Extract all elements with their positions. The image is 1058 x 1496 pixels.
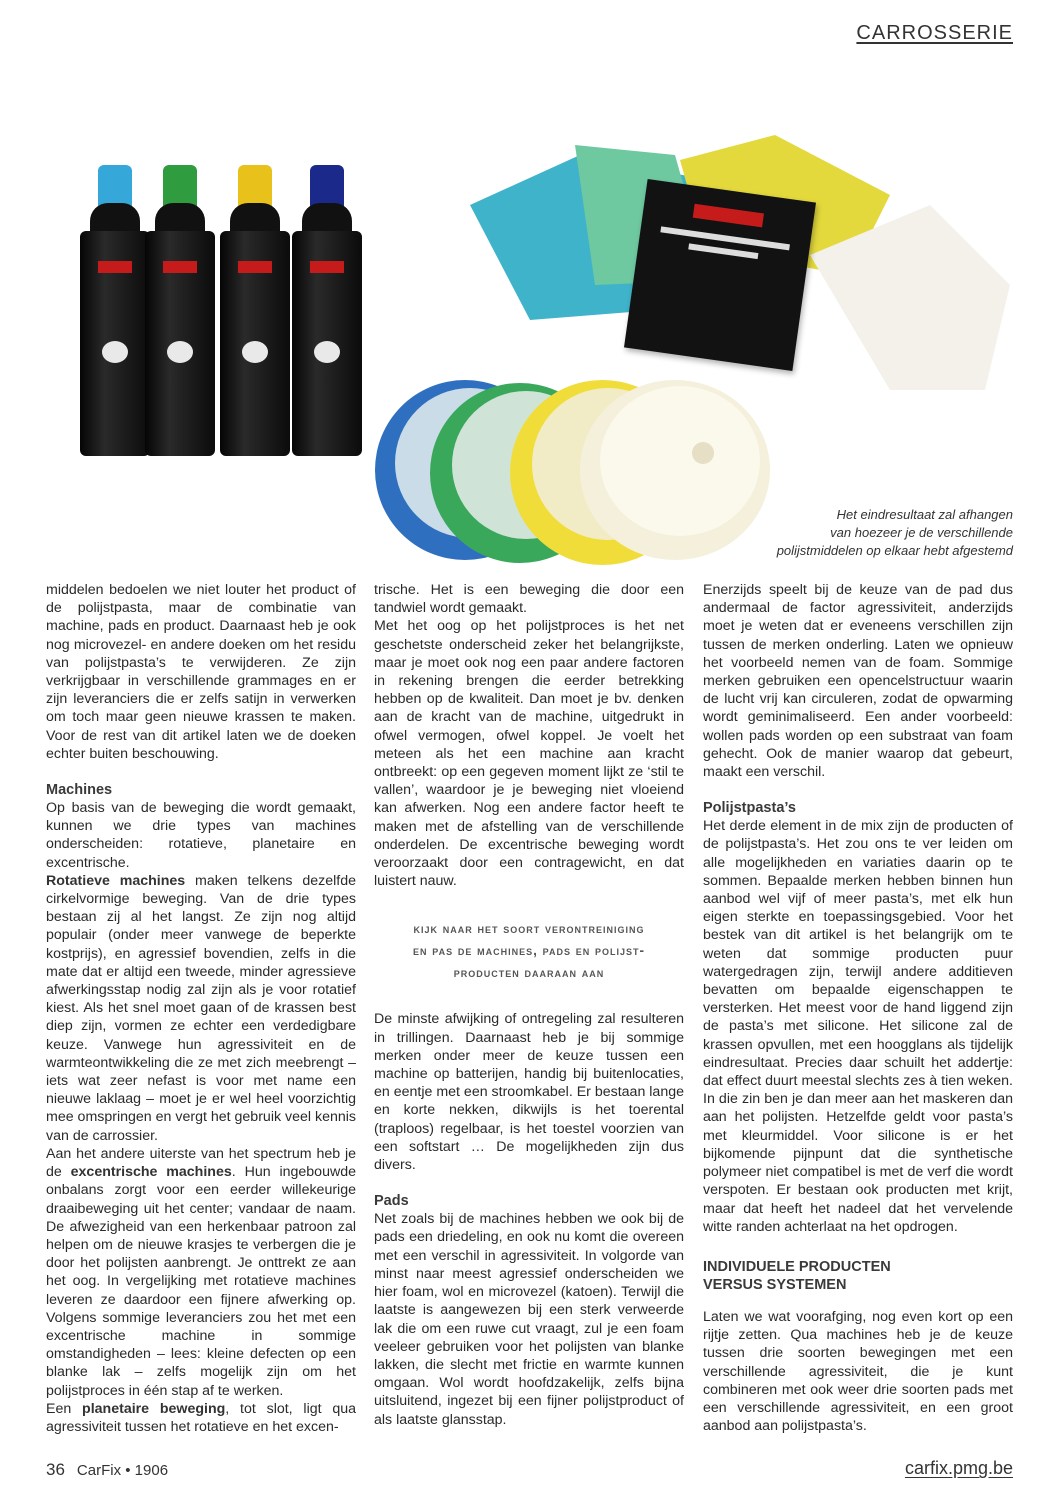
pull-quote-line: en pas de machines, pads en polijst-	[413, 943, 645, 959]
text-column-2	[374, 581, 684, 1429]
paragraph-text: . Hun ingebouwde onbalans zorgt voor een eerder willekeurige draaibeweging uit het center; vandaar de naam. De afwezigheid van een herkenbaar patroon zal helpen om de nieuwe krasjes te verbergen die je door het polijsten aanbrengt. Je onttrekt ze aan het oog. In vergelijking met rotatieve machines leveren ze daardoor een fijnere afwerking op. Volgens sommige leveranciers zou het met een excentrische machine in sommige omstandigheden – lees: kleine defecten op een blanke lak – zelfs mogelijk zijn om het polijstproces in één stap af te werken.	[46, 1164, 356, 1399]
pull-quote-line: producten daaraan aan	[453, 965, 605, 981]
page-number: 36	[46, 1460, 65, 1479]
foam-pad-white	[580, 380, 770, 560]
polish-bottle-coarse	[80, 165, 150, 455]
paragraph: Enerzijds speelt bij de keuze van de pad dus andermaal de factor agressiviteit, anderzijds moet je weten dat er eveneens verschillen zijn tussen de merken onderling. Laten we opnieuw het voorbeeld nemen van de foam. Sommige merken gebruiken een opencelstructuur waarin de lucht vrij kan circuleren, zodat de opwarming wordt geminimaliseerd. Een ander voorbeeld: wollen pads worden op een substraat van foam gehecht. Ook de manier waarop dat gebeurt, maakt een verschil.	[703, 582, 1013, 781]
microfiber-cloth-packaging	[624, 179, 816, 371]
polish-bottle-ultra-fine	[292, 165, 362, 455]
magazine-issue: CarFix • 1906	[76, 1462, 169, 1479]
paragraph: Laten we wat voorafging, nog even kort op een rijtje zetten. Qua machines heb je de keuze tussen drie soorten bewegingen met een verschillende agressiviteit, die je kunt combineren met ook weer drie soorten pads met een verschillende agressiviteit, en een groot aanbod aan polijstpasta’s.	[703, 1308, 1013, 1435]
photo-caption	[753, 506, 1013, 560]
polish-bottle-fine	[220, 165, 290, 455]
pull-quote	[374, 918, 684, 984]
paragraph: middelen bedoelen we niet louter het product of de polijstpasta, maar de combinatie van machine, pads en product. Daarnaast heb je ook nog microvezel- en andere doeken om het residu van polijstpasta’s te verwijderen. Ze zijn verkrijgbaar in verschillende grammages en er zijn leveranciers die er zelfs satijn in verwerken om toch maar geen nieuwe krassen te maken. Voor de rest van dit artikel laten we de doeken echter buiten beschouwing.	[46, 582, 356, 762]
polish-bottle-medium	[145, 165, 215, 455]
term-rotatieve: Rotatieve machines	[46, 872, 186, 889]
paragraph: Met het oog op het polijstproces is het net geschetste onderscheid zeker het belangrijkste, maar je moet ook nog een paar andere factoren in rekening brengen die eerder betrekking hebben op de kwaliteit. Dan moet je bv. denken aan de kracht van de machine, uitgedrukt in ofwel vermogen, ofwel koppel. Je voelt het meteen als het een machine aan kracht ontbreekt: op een gegeven moment lijkt ze ‘stil te vallen’, waardoor je je beweging niet vloeiend kan afwerken. Nog een andere factor heeft te maken met de afstelling van de verschillende onderdelen. De excentrische beweging wordt veroorzaakt door een contragewicht, en dat luistert nauw.	[374, 618, 684, 890]
text-column-1	[46, 581, 356, 1436]
heading-line: INDIVIDUELE PRODUCTEN	[703, 1258, 891, 1275]
term-excentrische: excentrische machines	[70, 1164, 232, 1181]
heading-individuele-producten	[703, 1258, 1013, 1294]
paragraph: Het derde element in de mix zijn de producten of de polijstpasta’s. Het zou ons te ver leiden om alle mogelijkheden en variaties daarin op te sommen. Bepaalde merken hebben binnen hun aanbod wel vijf of meer pasta’s, met elk hun eigen sterkte en toepassingsgebied. Voor het bestek van dit artikel is het belangrijk om te weten dat sommige producten puur watergedragen zijn, terwijl andere additieven bevatten om bepaalde eigenschappen te versterken. Het meest voor de hand liggend zijn de pasta’s met silicone. Het silicone zal de krassen opvullen, met een hoogglans als tijdelijk eindresultaat. Precies daar schuilt het addertje: dat effect duurt meestal slechts zes à tien weken. In die zin ben je dan meer aan het maskeren dan aan het polijsten. Hetzelfde geldt voor pasta’s met kleurmiddel. Voor silicone is er het bijkomende pijnpunt dat die synthetische polymeer niet compatibel is met de verf die wordt verspoten. Er bestaan ook producten met krijt, maar dat heeft het nadeel dat het vervelende witte randen achterlaat na het opdrogen.	[703, 818, 1013, 1235]
caption-line: van hoezeer je de verschillende	[830, 525, 1013, 540]
caption-line: Het eindresultaat zal afhangen	[836, 507, 1013, 522]
heading-machines: Machines	[46, 782, 113, 799]
paragraph	[46, 872, 356, 1145]
paragraph	[46, 1400, 356, 1436]
pull-quote-line: kijk naar het soort verontreiniging	[413, 921, 645, 937]
paragraph: Net zoals bij de machines hebben we ook bij de pads een driedeling, en ook nu komt die overeen met een verschil in agressiviteit. In volgorde van minst naar meest agressief onderscheiden we hier foam, wol en microvezel (katoen). Terwijl die laatste is aangewezen bij een sterk verweerde lak die om een ruwe cut vraagt, zul je een foam veeleer gebruiken voor het polijsten van blanke lakken, die slecht met frictie en warmte kunnen omgaan. Wol wordt hoofdzakelijk, zelfs bijna uitsluitend, ingezet bij een fijner polijstproduct of als laatste glansstap.	[374, 1211, 684, 1428]
paragraph-text: maken telkens dezelfde cirkelvormige beweging. Van de drie types bestaan zij al het langst. Ze zijn nog altijd populair (onder meer vanwege de beperkte kostprijs), en agressief bovendien, zelfs in die mate dat er altijd een tweede, minder agressieve afwerkingsstap nodig zal zijn als je voor rotatief kiest. Als het snel moet gaan of de krassen best diep zijn, vormen ze echter een verdedigbare keuze. Vanwege hun agressiviteit en de warmteontwikkeling die ze met zich meebrengt – iets wat zeer nefast is voor met name een nieuwe laklaag – moet je er wel heel voorzichtig mee omspringen en vergt het gebruik veel kennis van de carrossier.	[46, 872, 356, 1144]
page-footer	[46, 1460, 168, 1480]
heading-line: VERSUS SYSTEMEN	[703, 1276, 847, 1293]
heading-pads: Pads	[374, 1193, 409, 1210]
paragraph-text: Een	[46, 1400, 83, 1417]
term-planetaire: planetaire beweging	[82, 1400, 226, 1417]
paragraph-text: , tot slot, ligt qua agressiviteit tussen het rotatieve en het excen-	[46, 1400, 357, 1435]
paragraph: trische. Het is een beweging die door een tandwiel wordt gemaakt.	[374, 582, 684, 617]
website-link[interactable]: carfix.pmg.be	[904, 1458, 1013, 1478]
paragraph	[46, 1145, 356, 1400]
heading-polijstpastas: Polijstpasta’s	[703, 800, 796, 817]
caption-line: polijstmiddelen op elkaar hebt afgestemd	[776, 543, 1013, 558]
paragraph: Op basis van de beweging die wordt gemaakt, kunnen we drie types van machines onderscheiden: rotatieve, planetaire en excentrische.	[46, 800, 356, 871]
paragraph: De minste afwijking of ontregeling zal resulteren in trillingen. Daarnaast heb je bij sommige merken onder meer de keuze tussen een machine op batterijen, handig bij buitenlocaties, en eentje met een stroomkabel. Er bestaan lange en korte nekken, dikwijls is het toerental (traploos) regelbaar, is het toestel voorzien van een softstart … De mogelijkheden zijn dus divers.	[374, 1011, 684, 1174]
text-column-3	[703, 581, 1013, 1435]
section-label: CARROSSERIE	[856, 22, 1013, 44]
paragraph-text: Aan het andere uiterste van het spectrum heb je de	[46, 1145, 356, 1181]
